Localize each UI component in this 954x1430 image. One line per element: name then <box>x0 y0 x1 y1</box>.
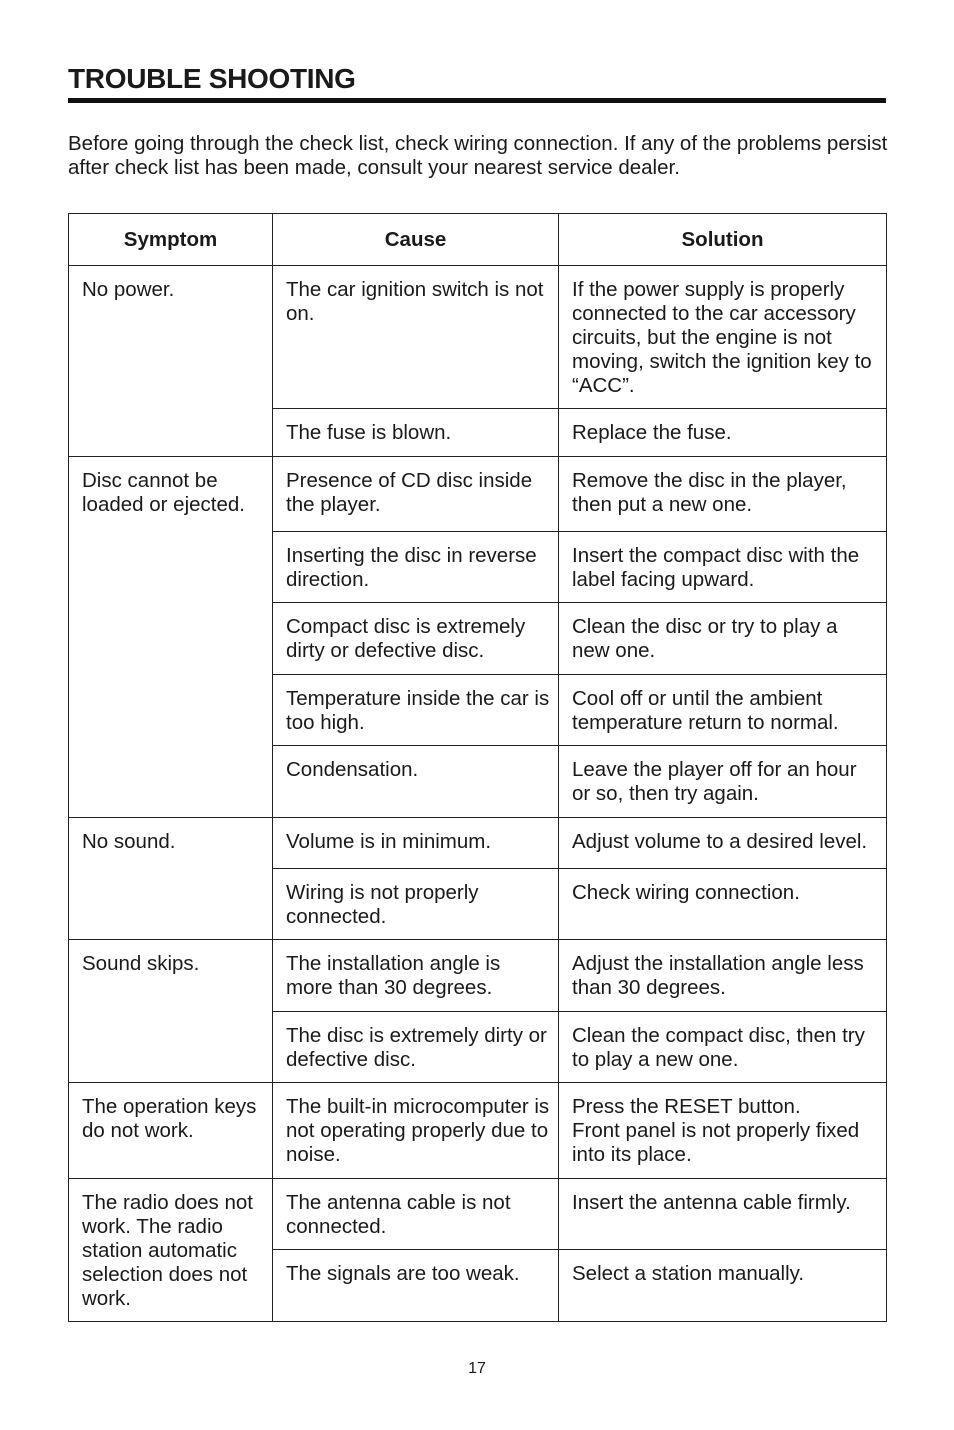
page-title: TROUBLE SHOOTING <box>68 63 356 94</box>
symptom-cell: No sound. <box>69 818 273 940</box>
cause-cell: Condensation. <box>273 746 559 818</box>
cause-cell: Presence of CD disc inside the player. <box>273 457 559 532</box>
cause-cell: Compact disc is extremely dirty or defective disc. <box>273 603 559 675</box>
header-symptom: Symptom <box>69 214 273 266</box>
symptom-cell: No power. <box>69 266 273 457</box>
symptom-cell: Sound skips. <box>69 940 273 1083</box>
solution-cell: Insert the antenna cable firmly. <box>559 1179 887 1250</box>
solution-cell: Leave the player off for an hour or so, then try again. <box>559 746 887 818</box>
cause-cell: The signals are too weak. <box>273 1250 559 1322</box>
solution-cell: Select a station manually. <box>559 1250 887 1322</box>
cause-cell: Inserting the disc in reverse direction. <box>273 532 559 603</box>
header-cause: Cause <box>273 214 559 266</box>
solution-cell: Adjust the installation angle less than 30 degrees. <box>559 940 887 1012</box>
cause-cell: The built-in microcomputer is not operating properly due to noise. <box>273 1083 559 1179</box>
solution-cell: If the power supply is properly connected to the car accessory circuits, but the engine is not moving, switch the ignition key to “ACC”. <box>559 266 887 409</box>
table-row <box>69 940 887 1012</box>
table-row <box>69 1083 887 1179</box>
cause-cell: The car ignition switch is not on. <box>273 266 559 409</box>
intro-paragraph: Before going through the check list, check wiring connection. If any of the problems persist after check list has been made, consult your nearest service dealer. <box>68 132 888 179</box>
solution-cell: Clean the disc or try to play a new one. <box>559 603 887 675</box>
symptom-cell: The radio does not work. The radio station automatic selection does not work. <box>69 1179 273 1322</box>
cause-cell: The disc is extremely dirty or defective disc. <box>273 1012 559 1083</box>
cause-cell: The fuse is blown. <box>273 409 559 457</box>
table-header-row <box>69 214 887 266</box>
symptom-cell: The operation keys do not work. <box>69 1083 273 1179</box>
solution-cell: Check wiring connection. <box>559 869 887 940</box>
table-row <box>69 266 887 409</box>
cause-cell: The installation angle is more than 30 degrees. <box>273 940 559 1012</box>
table-row <box>69 1179 887 1250</box>
solution-cell: Adjust volume to a desired level. <box>559 818 887 869</box>
page-number: 17 <box>468 1360 486 1377</box>
header-solution: Solution <box>559 214 887 266</box>
cause-cell: The antenna cable is not connected. <box>273 1179 559 1250</box>
title-rule <box>68 98 886 103</box>
solution-cell: Cool off or until the ambient temperature return to normal. <box>559 675 887 746</box>
solution-cell: Replace the fuse. <box>559 409 887 457</box>
solution-cell: Insert the compact disc with the label facing upward. <box>559 532 887 603</box>
table-row <box>69 457 887 532</box>
table-body <box>69 266 887 1322</box>
solution-cell: Remove the disc in the player, then put a new one. <box>559 457 887 532</box>
cause-cell: Volume is in minimum. <box>273 818 559 869</box>
troubleshooting-table <box>68 213 887 1322</box>
cause-cell: Wiring is not properly connected. <box>273 869 559 940</box>
solution-cell: Press the RESET button. Front panel is not properly fixed into its place. <box>559 1083 887 1179</box>
cause-cell: Temperature inside the car is too high. <box>273 675 559 746</box>
symptom-cell: Disc cannot be loaded or ejected. <box>69 457 273 818</box>
solution-cell: Clean the compact disc, then try to play a new one. <box>559 1012 887 1083</box>
table-row <box>69 818 887 869</box>
